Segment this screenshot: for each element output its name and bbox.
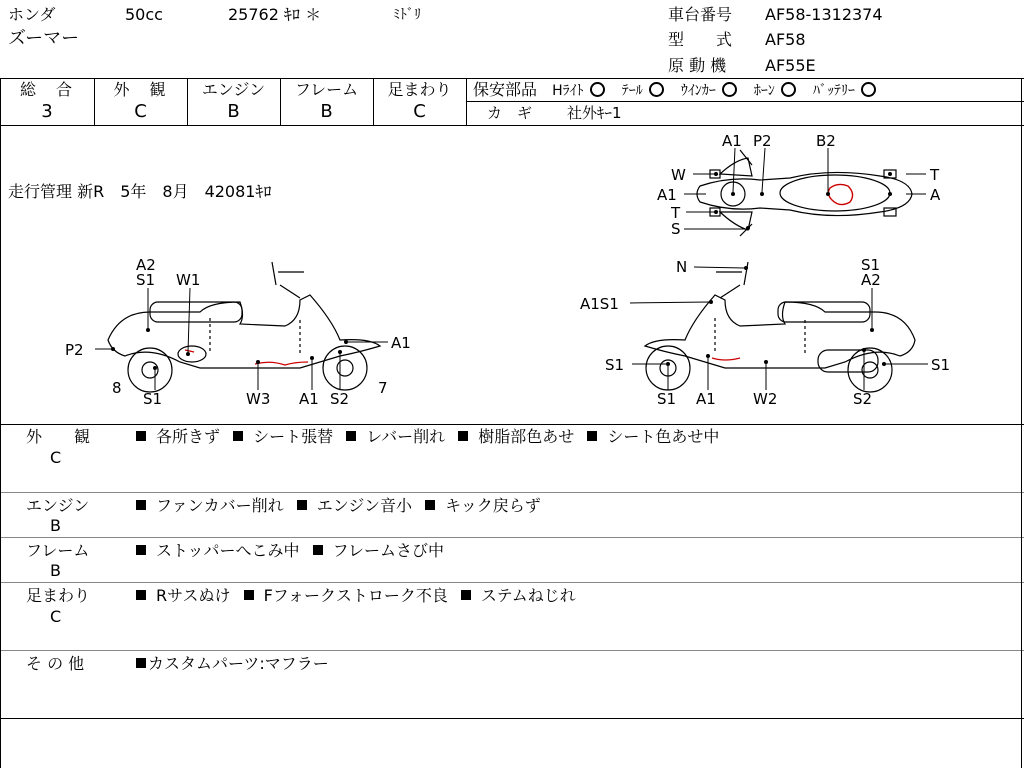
label-left-8: 8 bbox=[112, 379, 122, 397]
w1-damage-mark bbox=[185, 350, 194, 352]
engine-label: 原 動 機 bbox=[668, 56, 727, 75]
label-left-w1: W1 bbox=[176, 271, 201, 289]
damage-diagram bbox=[0, 126, 1024, 424]
bullet-icon bbox=[136, 658, 146, 668]
note-exterior-grade: C bbox=[50, 448, 62, 467]
note-exterior-label: 外 観 bbox=[26, 427, 91, 446]
top-view-leaders bbox=[684, 148, 926, 229]
bullet-icon bbox=[233, 431, 243, 441]
label-right-s2: S2 bbox=[853, 390, 873, 408]
label-left-p2: P2 bbox=[65, 341, 84, 359]
col-divider bbox=[466, 78, 467, 125]
note-other-items bbox=[136, 655, 337, 673]
label-left-a2: A2 bbox=[136, 256, 156, 274]
bullet-icon bbox=[244, 590, 254, 600]
note-frame-grade: B bbox=[50, 561, 61, 580]
tail-ok-icon bbox=[649, 82, 664, 97]
bullet-icon bbox=[136, 431, 146, 441]
displacement: 50cc bbox=[125, 5, 163, 24]
safety-label: 保安部品 bbox=[473, 80, 538, 99]
overall-grade: 3 bbox=[41, 101, 53, 122]
mileage-history: 走行管理 新R 5年 8月 42081ｷﾛ bbox=[8, 182, 272, 201]
label-top-w: W bbox=[671, 166, 686, 184]
label-right-n: N bbox=[676, 258, 688, 276]
label-left-s2: S2 bbox=[330, 390, 350, 408]
left-view-leaders bbox=[95, 288, 388, 390]
w3-damage-mark bbox=[255, 362, 308, 365]
bullet-icon bbox=[461, 590, 471, 600]
winker-ok-icon bbox=[722, 82, 737, 97]
bullet-icon bbox=[136, 590, 146, 600]
label-left-s1-bottom: S1 bbox=[143, 390, 163, 408]
note-item: エンジン音小 bbox=[316, 496, 412, 515]
note-engine-grade: B bbox=[50, 516, 61, 535]
rule-safety bbox=[466, 101, 1024, 102]
frame-no-label: 車台番号 bbox=[668, 5, 733, 24]
label-top-a1: A1 bbox=[722, 132, 742, 150]
b2-damage-mark bbox=[828, 184, 852, 204]
note-item: Fフォークストローク不良 bbox=[263, 586, 448, 605]
note-frame-items bbox=[136, 542, 452, 560]
note-item: 各所きず bbox=[156, 427, 221, 446]
engine-grade: B bbox=[227, 101, 240, 122]
label-right-s1-top: S1 bbox=[861, 256, 881, 274]
bullet-icon bbox=[458, 431, 468, 441]
label-left-a1-bottom: A1 bbox=[299, 390, 319, 408]
bullet-icon bbox=[136, 545, 146, 555]
label-top-t-right: T bbox=[930, 166, 940, 184]
note-item: キック戻らず bbox=[445, 496, 541, 515]
mileage: 25762 ｷﾛ ＊ bbox=[228, 5, 322, 24]
rule-diagram bbox=[0, 424, 1024, 425]
exterior-grade: C bbox=[134, 101, 147, 122]
rule-header bbox=[0, 78, 1024, 79]
label-right-a1: A1 bbox=[696, 390, 716, 408]
frame-no: AF58-1312374 bbox=[765, 5, 883, 24]
label-left-a1-right: A1 bbox=[391, 334, 411, 352]
safety-headlight: Hﾗｲﾄ bbox=[552, 83, 584, 99]
label-top-s: S bbox=[671, 220, 681, 238]
label-left-s1: S1 bbox=[136, 271, 156, 289]
note-frame-label: フレーム bbox=[26, 541, 90, 560]
battery-ok-icon bbox=[861, 82, 876, 97]
note-item: ファンカバー削れ bbox=[156, 496, 284, 515]
safety-tail: ﾃｰﾙ bbox=[621, 83, 643, 99]
bullet-icon bbox=[346, 431, 356, 441]
engine-value: AF55E bbox=[765, 56, 816, 75]
rule-note-1 bbox=[0, 492, 1024, 493]
note-item: 樹脂部色あせ bbox=[478, 427, 575, 446]
safety-battery: ﾊﾞｯﾃﾘｰ bbox=[813, 83, 856, 99]
headlight-ok-icon bbox=[590, 82, 605, 97]
note-suspension-items bbox=[136, 587, 584, 605]
note-exterior-items bbox=[136, 428, 727, 446]
bullet-icon bbox=[297, 500, 307, 510]
note-item: Rサスぬけ bbox=[156, 586, 231, 605]
bullet-icon bbox=[136, 500, 146, 510]
engine-grade-label: エンジン bbox=[201, 80, 266, 99]
bullet-icon bbox=[313, 545, 323, 555]
note-item: レバー削れ bbox=[366, 427, 446, 446]
w2-damage-mark bbox=[712, 358, 740, 360]
safety-horn: ﾎｰﾝ bbox=[753, 83, 775, 99]
note-suspension-label: 足まわり bbox=[26, 586, 91, 605]
label-left-7: 7 bbox=[378, 379, 388, 397]
label-right-a2: A2 bbox=[861, 271, 881, 289]
key-label: カ ギ bbox=[487, 104, 533, 122]
color: ﾐﾄﾞﾘ bbox=[393, 7, 421, 23]
bullet-icon bbox=[425, 500, 435, 510]
label-right-w2: W2 bbox=[753, 390, 778, 408]
note-item: フレームさび中 bbox=[332, 541, 444, 560]
type-value: AF58 bbox=[765, 30, 806, 49]
note-other-label: そ の 他 bbox=[26, 654, 85, 673]
note-item: シート張替 bbox=[253, 427, 334, 446]
rule-note-3 bbox=[0, 582, 1024, 583]
maker: ホンダ bbox=[8, 5, 56, 24]
label-left-w3: W3 bbox=[246, 390, 271, 408]
label-right-s1-bottom: S1 bbox=[657, 390, 677, 408]
frame-grade-label: フレーム bbox=[294, 80, 359, 99]
note-item: ストッパーへこみ中 bbox=[156, 541, 300, 560]
suspension-grade-label: 足まわり bbox=[387, 80, 452, 99]
key-value: 社外ｷｰ1 bbox=[567, 104, 622, 122]
safety-winker: ｳｲﾝｶｰ bbox=[680, 83, 716, 99]
rule-note-2 bbox=[0, 537, 1024, 538]
label-right-s1-left: S1 bbox=[605, 356, 625, 374]
bullet-icon bbox=[587, 431, 597, 441]
rule-note-5 bbox=[0, 718, 1024, 719]
label-top-p2: P2 bbox=[753, 132, 772, 150]
frame-grade: B bbox=[320, 101, 333, 122]
label-top-a: A bbox=[930, 186, 941, 204]
label-top-b2: B2 bbox=[816, 132, 836, 150]
note-item: カスタムパーツ:マフラー bbox=[148, 654, 329, 673]
model-name: ズーマー bbox=[8, 28, 80, 49]
note-engine-items bbox=[136, 497, 549, 515]
type-label: 型 式 bbox=[668, 30, 733, 49]
note-item: ステムねじれ bbox=[480, 586, 576, 605]
suspension-grade: C bbox=[413, 101, 426, 122]
note-item: シート色あせ中 bbox=[607, 427, 720, 446]
label-right-a1s1: A1S1 bbox=[580, 295, 619, 313]
rule-note-4 bbox=[0, 650, 1024, 651]
top-view-scooter bbox=[697, 150, 912, 236]
note-engine-label: エンジン bbox=[26, 496, 90, 515]
overall-label: 総 合 bbox=[19, 80, 74, 99]
horn-ok-icon bbox=[781, 82, 796, 97]
exterior-label: 外 観 bbox=[113, 80, 168, 99]
note-suspension-grade: C bbox=[50, 607, 62, 626]
safety-parts bbox=[473, 81, 882, 100]
top-view-markers bbox=[714, 172, 892, 230]
label-top-t-left: T bbox=[671, 204, 681, 222]
label-right-s1-right: S1 bbox=[931, 356, 951, 374]
label-top-a1-left: A1 bbox=[657, 186, 677, 204]
